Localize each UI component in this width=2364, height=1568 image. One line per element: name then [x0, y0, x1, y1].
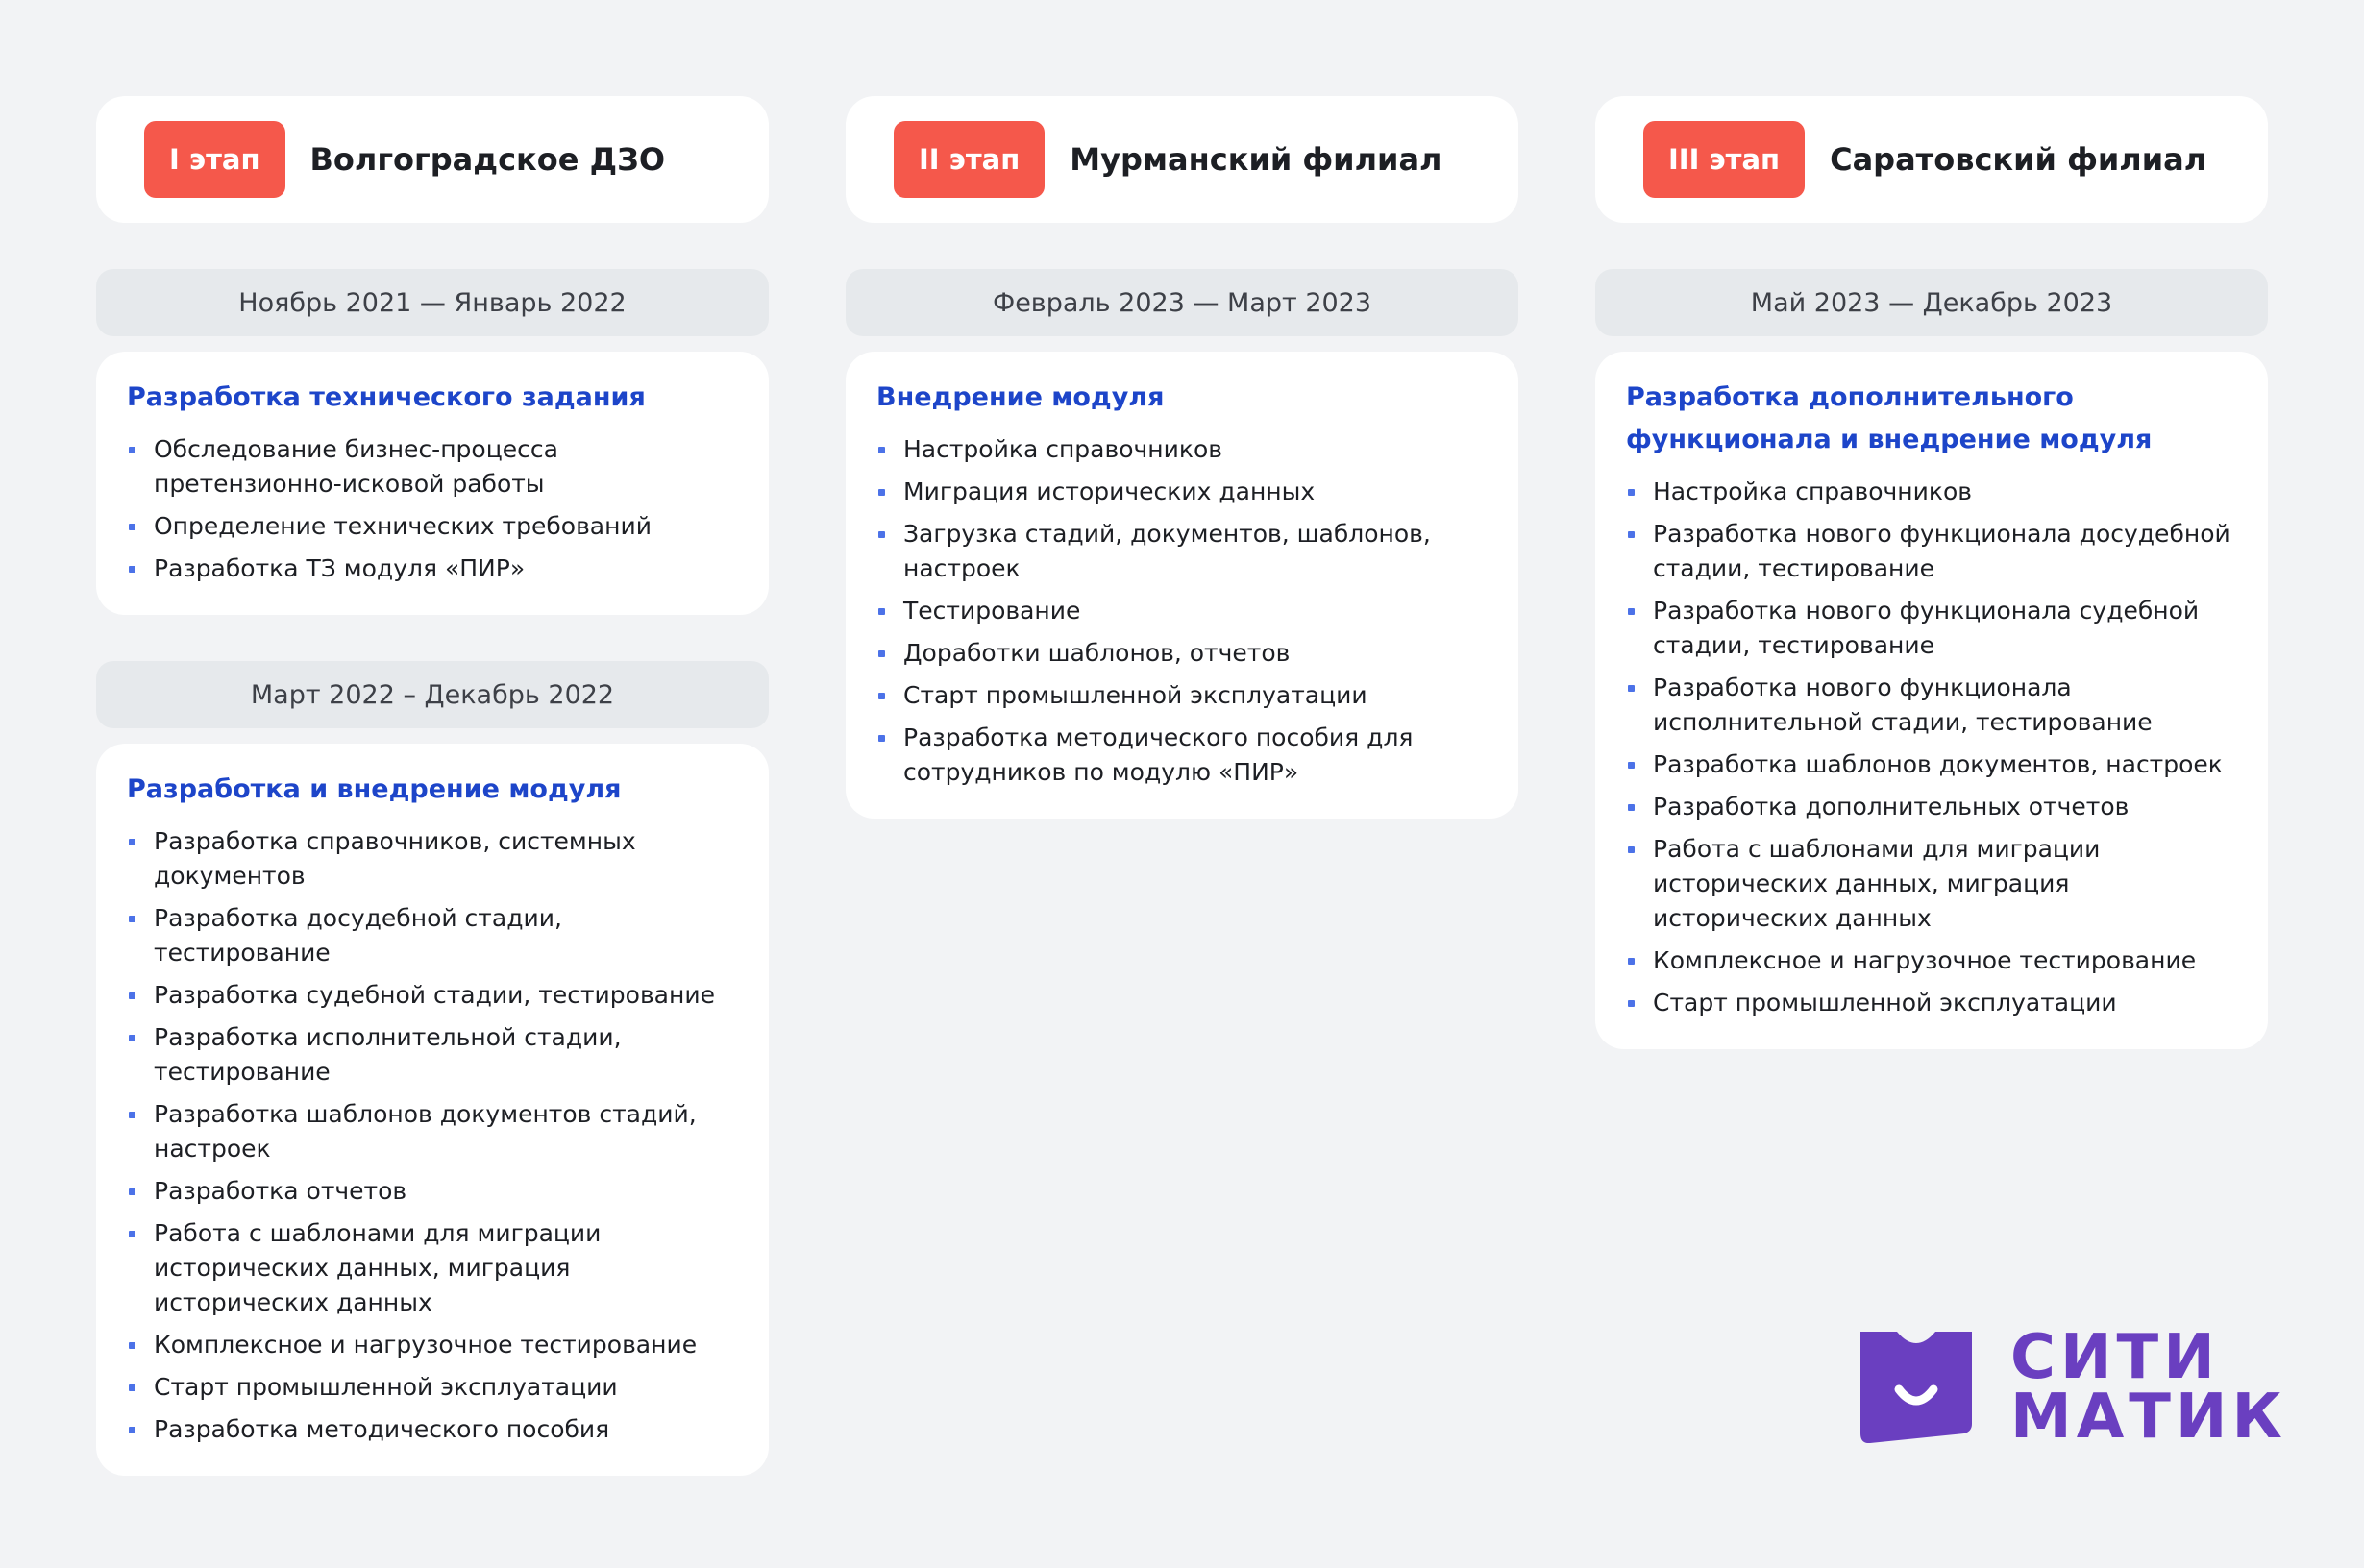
- task-item: Разработка методического пособия для сотрудников по модулю «ПИР»: [876, 721, 1490, 790]
- task-item: Комплексное и нагрузочное тестирование: [127, 1328, 740, 1362]
- task-item: Старт промышленной эксплуатации: [127, 1370, 740, 1405]
- task-item: Разработка дополнительных отчетов: [1626, 790, 2239, 824]
- task-item: Разработка исполнительной стадии, тестирование: [127, 1020, 740, 1090]
- task-item: Разработка досудебной стадии, тестирование: [127, 901, 740, 970]
- stage-header: [96, 96, 769, 223]
- task-item: Разработка шаблонов документов стадий, настроек: [127, 1097, 740, 1166]
- task-item: Разработка справочников, системных документов: [127, 824, 740, 894]
- block-heading: Разработка технического задания: [127, 382, 646, 412]
- task-item: Разработка отчетов: [127, 1174, 740, 1209]
- task-item: Разработка шаблонов документов, настроек: [1626, 747, 2239, 782]
- logo-line-1: СИТИ: [2010, 1322, 2220, 1393]
- task-item: Настройка справочников: [876, 432, 1490, 467]
- stage-title: Волгоградское ДЗО: [309, 141, 666, 178]
- period-label: Май 2023 — Декабрь 2023: [1595, 269, 2268, 336]
- work-block-card: [1595, 352, 2268, 1049]
- task-item: Обследование бизнес-процесса претензионно-исковой работы: [127, 432, 740, 502]
- period-label: Ноябрь 2021 — Январь 2022: [96, 269, 769, 336]
- task-list: [127, 432, 740, 586]
- block-heading: Разработка дополнительного функционала и внедрение модуля: [1626, 382, 2153, 454]
- period-label: Март 2022 – Декабрь 2022: [96, 661, 769, 728]
- task-item: Старт промышленной эксплуатации: [876, 678, 1490, 713]
- task-item: Определение технических требований: [127, 509, 740, 544]
- period-label: Февраль 2023 — Март 2023: [846, 269, 1518, 336]
- stage-badge: III этап: [1643, 121, 1805, 198]
- stage-title: Саратовский филиал: [1830, 141, 2207, 178]
- task-item: Загрузка стадий, документов, шаблонов, настроек: [876, 517, 1490, 586]
- task-item: Разработка методического пособия: [127, 1412, 740, 1447]
- task-item: Миграция исторических данных: [876, 475, 1490, 509]
- stage-badge: I этап: [144, 121, 285, 198]
- task-list: [1626, 475, 2239, 1020]
- stage-badge: II этап: [894, 121, 1045, 198]
- task-item: Разработка ТЗ модуля «ПИР»: [127, 551, 740, 586]
- logo-line-2: МАТИК: [2010, 1382, 2287, 1453]
- block-heading: Внедрение модуля: [876, 382, 1165, 412]
- stage-column-2: [846, 96, 1518, 819]
- task-item: Разработка судебной стадии, тестирование: [127, 978, 740, 1013]
- work-block-card: [96, 744, 769, 1476]
- task-list: [127, 824, 740, 1447]
- task-item: Разработка нового функционала исполнительной стадии, тестирование: [1626, 671, 2239, 740]
- block-heading: Разработка и внедрение модуля: [127, 774, 622, 804]
- stage-header: [1595, 96, 2268, 223]
- task-item: Комплексное и нагрузочное тестирование: [1626, 943, 2239, 978]
- work-block-card: [96, 352, 769, 615]
- task-item: Работа с шаблонами для миграции исторических данных, миграция исторических данных: [127, 1216, 740, 1320]
- task-item: Тестирование: [876, 594, 1490, 628]
- logo-wordmark: [2010, 1322, 2287, 1453]
- logo-smile-icon: [1860, 1332, 1972, 1443]
- company-logo: [1860, 1322, 2287, 1453]
- task-item: Настройка справочников: [1626, 475, 2239, 509]
- task-item: Разработка нового функционала досудебной стадии, тестирование: [1626, 517, 2239, 586]
- task-list: [876, 432, 1490, 790]
- stage-column-3: [1595, 96, 2268, 1049]
- stage-title: Мурманский филиал: [1070, 141, 1442, 178]
- stage-header: [846, 96, 1518, 223]
- task-item: Разработка нового функционала судебной стадии, тестирование: [1626, 594, 2239, 663]
- task-item: Работа с шаблонами для миграции исторических данных, миграция исторических данных: [1626, 832, 2239, 936]
- task-item: Доработки шаблонов, отчетов: [876, 636, 1490, 671]
- work-block-card: [846, 352, 1518, 819]
- stage-column-1: [96, 96, 769, 1476]
- task-item: Старт промышленной эксплуатации: [1626, 986, 2239, 1020]
